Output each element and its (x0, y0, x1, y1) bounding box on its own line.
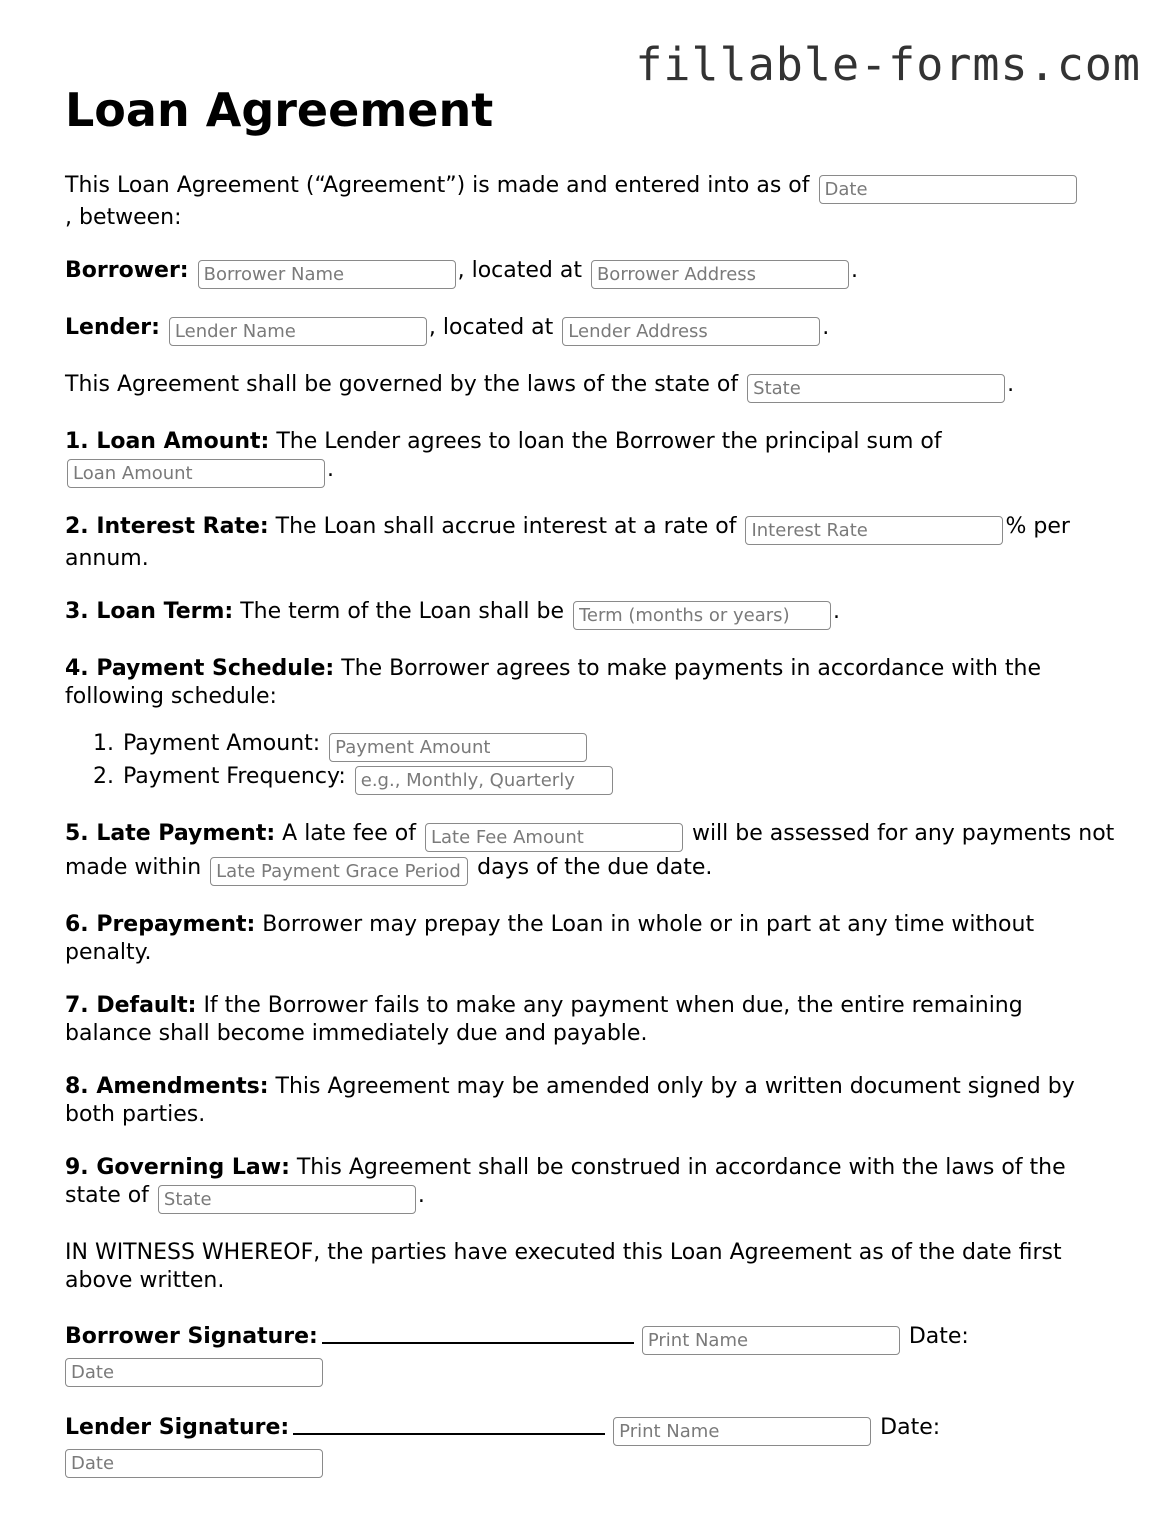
payment-frequency-input[interactable] (355, 766, 613, 795)
borrower-signature-label: Borrower Signature: (65, 1324, 318, 1349)
section-amendments (65, 1073, 1115, 1129)
governed-period: . (1007, 372, 1015, 397)
interest-rate-text: The Loan shall accrue interest at a rate of (268, 514, 744, 539)
governed-state-input[interactable] (747, 374, 1005, 403)
payment-schedule-heading: 4. Payment Schedule: (65, 656, 335, 681)
borrower-signature-block (65, 1320, 1115, 1387)
governing-law-period: . (417, 1183, 425, 1208)
lender-print-name-input[interactable] (613, 1417, 871, 1446)
intro-text-after: , between: (65, 205, 182, 230)
borrower-name-input[interactable] (198, 260, 456, 289)
lender-date-label: Date: (873, 1415, 941, 1440)
payment-frequency-label: Payment Frequency: (123, 764, 353, 789)
payment-amount-input[interactable] (329, 733, 587, 762)
loan-term-text: The term of the Loan shall be (233, 599, 571, 624)
governed-line (65, 371, 1115, 403)
loan-term-period: . (833, 599, 840, 624)
borrower-date-input[interactable] (65, 1358, 323, 1387)
amendments-heading: 8. Amendments: (65, 1074, 269, 1099)
borrower-print-name-input[interactable] (642, 1326, 900, 1355)
late-payment-text-mid: will be assessed for any payments not made within (65, 821, 1115, 880)
lender-located-at: , located at (428, 315, 561, 340)
document-body (65, 82, 1115, 1502)
loan-term-heading: 3. Loan Term: (65, 599, 234, 624)
lender-label: Lender: (65, 315, 160, 340)
prepayment-text: Borrower may prepay the Loan in whole or in part at any time without penalty. (65, 912, 1035, 965)
lender-signature-label: Lender Signature: (65, 1415, 290, 1440)
intro-paragraph (65, 172, 1115, 232)
borrower-date-label: Date: (901, 1324, 969, 1349)
borrower-period: . (850, 258, 858, 283)
section-late-payment (65, 818, 1115, 886)
list-item (121, 762, 1115, 795)
amendments-text: This Agreement may be amended only by a written document signed by both parties. (65, 1074, 1075, 1127)
governed-text: This Agreement shall be governed by the laws of the state of (65, 372, 746, 397)
section-governing-law (65, 1154, 1115, 1214)
payment-schedule-list (65, 729, 1115, 795)
late-fee-input[interactable] (425, 823, 683, 852)
lender-signature-line[interactable] (293, 1411, 605, 1435)
section-loan-term (65, 598, 1115, 630)
loan-amount-period: . (327, 457, 334, 482)
lender-date-input[interactable] (65, 1449, 323, 1478)
lender-line (65, 314, 1115, 346)
watermark: fillable-forms.com (635, 38, 1141, 91)
intro-text: This Loan Agreement (“Agreement”) is made and entered into as of (65, 173, 817, 198)
prepayment-heading: 6. Prepayment: (65, 912, 256, 937)
borrower-located-at: , located at (457, 258, 589, 283)
late-payment-text-after: days of the due date. (470, 855, 713, 880)
loan-amount-heading: 1. Loan Amount: (65, 429, 270, 454)
borrower-line (65, 257, 1115, 289)
section-loan-amount (65, 428, 1115, 488)
loan-amount-input[interactable] (67, 459, 325, 488)
borrower-label: Borrower: (65, 258, 189, 283)
lender-signature-block (65, 1411, 1115, 1478)
lender-name-input[interactable] (169, 317, 427, 346)
default-heading: 7. Default: (65, 993, 197, 1018)
default-text: If the Borrower fails to make any payment when due, the entire remaining balance shall become immediately due and payable. (65, 993, 1023, 1046)
loan-term-input[interactable] (573, 601, 831, 630)
lender-address-input[interactable] (562, 317, 820, 346)
witness-paragraph: IN WITNESS WHEREOF, the parties have executed this Loan Agreement as of the date first above written. (65, 1240, 1062, 1293)
payment-schedule-text: The Borrower agrees to make payments in accordance with the following schedule: (65, 656, 1041, 709)
lender-period: . (822, 315, 830, 340)
list-item (121, 729, 1115, 762)
grace-period-input[interactable] (210, 857, 468, 886)
interest-rate-input[interactable] (745, 516, 1003, 545)
section-prepayment (65, 911, 1115, 967)
borrower-signature-line[interactable] (322, 1320, 634, 1344)
late-payment-text: A late fee of (275, 821, 423, 846)
page-title: Loan Agreement (65, 83, 494, 137)
section-default (65, 992, 1115, 1048)
governing-law-text: This Agreement shall be construed in accordance with the laws of the state of (65, 1155, 1066, 1208)
late-payment-heading: 5. Late Payment: (65, 821, 276, 846)
section-interest-rate (65, 513, 1115, 573)
governing-law-state-input[interactable] (158, 1185, 416, 1214)
governing-law-heading: 9. Governing Law: (65, 1155, 290, 1180)
interest-rate-heading: 2. Interest Rate: (65, 514, 269, 539)
loan-amount-text: The Lender agrees to loan the Borrower the principal sum of (269, 429, 942, 454)
borrower-address-input[interactable] (591, 260, 849, 289)
payment-amount-label: Payment Amount: (123, 731, 328, 756)
interest-rate-text-after: % per annum. (65, 514, 1070, 571)
section-payment-schedule (65, 655, 1115, 711)
agreement-date-input[interactable] (819, 175, 1077, 204)
